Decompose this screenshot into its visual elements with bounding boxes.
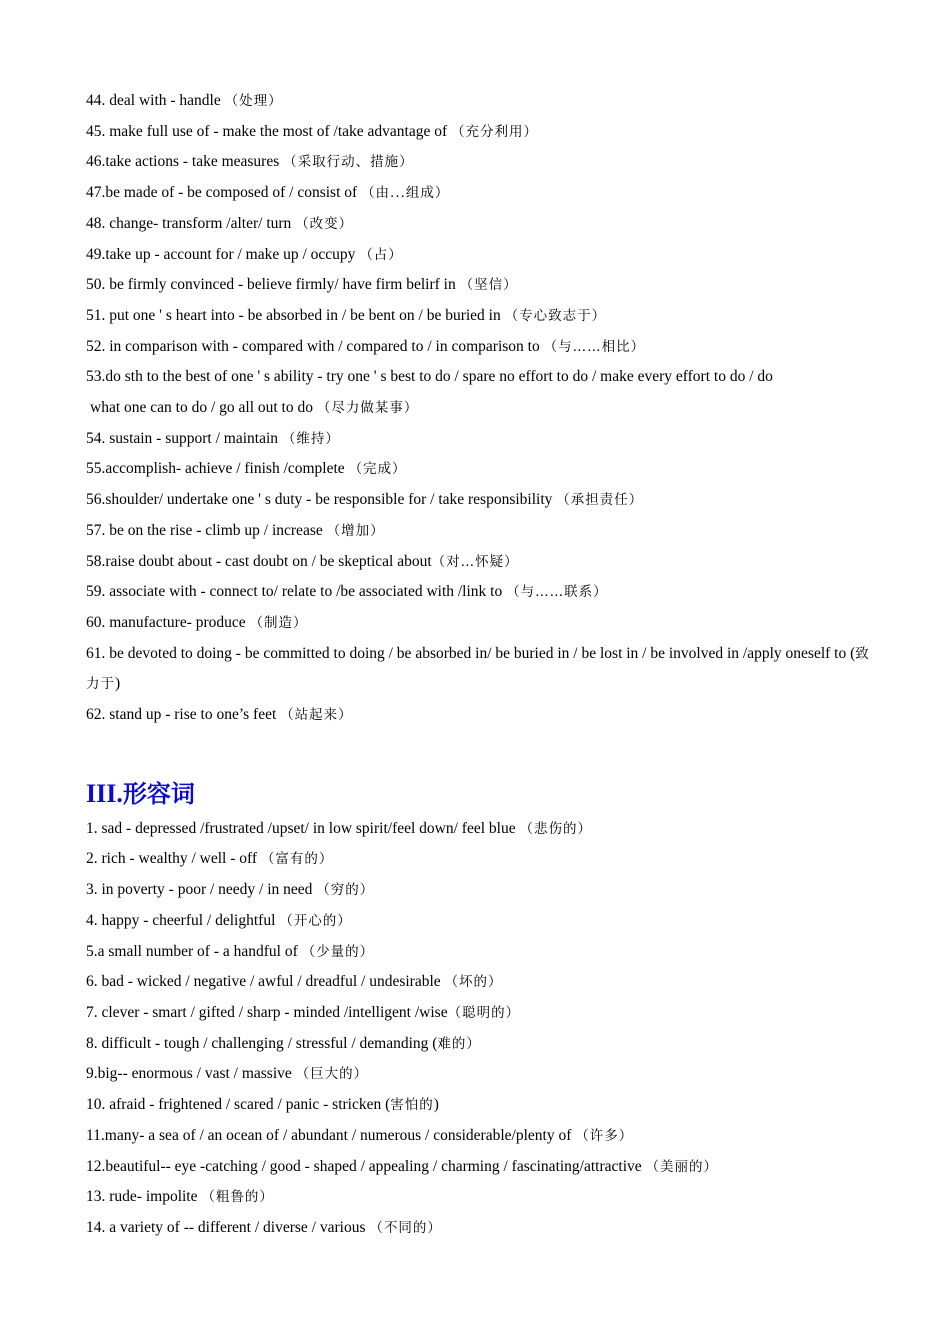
- entry-chinese: （美丽的）: [645, 1158, 719, 1175]
- vocab-entry: [86, 117, 876, 148]
- entry-english: 52. in comparison with - compared with / compared to / in comparison to: [86, 337, 544, 355]
- entry-english: 10. afraid - frightened / scared / panic - stricken (: [86, 1096, 391, 1114]
- entry-chinese: （穷的）: [316, 882, 375, 899]
- vocab-entry: [86, 178, 876, 209]
- entry-chinese: （聪明的）: [447, 1004, 521, 1021]
- entry-chinese: （对…怀疑）: [431, 553, 519, 570]
- entry-english: 49.take up - account for / make up / occupy: [86, 245, 360, 263]
- vocab-entry: [86, 86, 876, 117]
- entry-chinese: 难的）: [437, 1035, 481, 1052]
- section-heading-numeral: III.: [86, 778, 123, 808]
- vocab-entry: [86, 454, 876, 485]
- vocab-entry: [86, 485, 876, 516]
- entry-chinese: （开心的）: [279, 912, 352, 929]
- entry-english: 4. happy - cheerful / delightful: [86, 911, 280, 929]
- entry-english: 61. be devoted to doing - be committed to doing / be absorbed in/ be buried in / be lost in / be involved in /apply oneself to (: [86, 644, 856, 662]
- entry-english: 11.many- a sea of / an ocean of / abundant / numerous / considerable/plenty of: [86, 1126, 576, 1144]
- entry-chinese: （坚信）: [459, 277, 518, 294]
- verb-phrase-list: [86, 86, 876, 731]
- entry-chinese: （巨大的）: [295, 1066, 369, 1083]
- vocab-entry: [86, 577, 876, 608]
- vocab-entry: [86, 362, 876, 393]
- entry-english: 9.big-- enormous / vast / massive: [86, 1065, 296, 1083]
- entry-english: 57. be on the rise - climb up / increase: [86, 521, 327, 539]
- entry-chinese: （与……联系）: [506, 584, 608, 601]
- entry-english: 14. a variety of -- different / diverse / various: [86, 1218, 370, 1236]
- entry-chinese: （站起来）: [280, 707, 353, 724]
- entry-chinese: （改变）: [295, 215, 354, 232]
- section-heading: [86, 776, 876, 812]
- vocab-entry: [86, 332, 876, 363]
- entry-tail: ): [433, 1096, 439, 1114]
- entry-chinese: （许多）: [575, 1127, 634, 1144]
- entry-chinese: （坏的）: [444, 974, 503, 991]
- entry-english: what one can to do / go all out to do: [90, 399, 317, 417]
- vocab-entry: [86, 147, 876, 178]
- entry-chinese: （采取行动、措施）: [283, 154, 414, 171]
- entry-english: 7. clever - smart / gifted / sharp - minded /intelligent /wise: [86, 1003, 448, 1021]
- entry-english: 56.shoulder/ undertake one ' s duty - be responsible for / take responsibility: [86, 491, 557, 509]
- entry-english: 59. associate with - connect to/ relate to /be associated with /link to: [86, 583, 507, 601]
- vocab-entry: [86, 700, 876, 731]
- entry-chinese: （增加）: [326, 522, 385, 539]
- vocab-entry: [86, 998, 876, 1029]
- vocab-entry: [86, 1059, 876, 1090]
- entry-chinese: （充分利用）: [451, 123, 538, 140]
- entry-chinese: （少量的）: [301, 943, 375, 960]
- vocab-entry: [86, 1029, 876, 1060]
- entry-chinese: 致力于: [86, 645, 870, 693]
- vocab-entry: [86, 844, 876, 875]
- entry-chinese: （由...组成）: [361, 185, 450, 202]
- entry-chinese: （制造）: [249, 614, 308, 631]
- vocab-entry: [86, 209, 876, 240]
- entry-chinese: （维持）: [281, 430, 340, 447]
- entry-english: 50. be firmly convinced - believe firmly/ have firm belirf in: [86, 276, 460, 294]
- vocab-entry: [86, 1090, 876, 1121]
- vocab-entry: [86, 393, 876, 424]
- entry-tail: ): [115, 675, 121, 693]
- entry-chinese: （尽力做某事）: [316, 400, 419, 417]
- section-heading-title: 形容词: [122, 779, 195, 808]
- vocab-entry: [86, 301, 876, 332]
- entry-english: 55.accomplish- achieve / finish /complete: [86, 460, 349, 478]
- entry-chinese: （与……相比）: [543, 338, 646, 355]
- vocab-entry: [86, 937, 876, 968]
- entry-english: 47.be made of - be composed of / consist of: [86, 184, 362, 202]
- vocab-entry: [86, 516, 876, 547]
- vocab-entry: [86, 906, 876, 937]
- vocab-entry: [86, 639, 876, 700]
- entry-chinese: 害怕的: [390, 1097, 434, 1114]
- entry-english: 5.a small number of - a handful of: [86, 942, 302, 960]
- entry-english: 62. stand up - rise to one’s feet: [86, 706, 281, 724]
- entry-chinese: （处理）: [224, 93, 283, 109]
- vocab-entry: [86, 1182, 876, 1213]
- vocab-entry: [86, 814, 876, 845]
- entry-english: 2. rich - wealthy / well - off: [86, 850, 261, 868]
- vocab-entry: [86, 424, 876, 455]
- entry-chinese: （承担责任）: [556, 492, 644, 509]
- entry-chinese: （占）: [359, 246, 403, 263]
- entry-english: 46.take actions - take measures: [86, 153, 284, 171]
- entry-chinese: （不同的）: [369, 1219, 442, 1236]
- vocab-entry: [86, 1213, 876, 1244]
- entry-english: 8. difficult - tough / challenging / stressful / demanding (: [86, 1034, 438, 1052]
- entry-english: 3. in poverty - poor / needy / in need: [86, 881, 317, 899]
- entry-chinese: （专心致志于）: [504, 307, 607, 324]
- vocab-entry: [86, 608, 876, 639]
- entry-english: 12.beautiful-- eye -catching / good - shaped / appealing / charming / fascinating/attractive: [86, 1157, 646, 1175]
- entry-english: 45. make full use of - make the most of /take advantage of: [86, 122, 451, 140]
- entry-english: 60. manufacture- produce: [86, 613, 250, 631]
- adjective-phrase-list: [86, 814, 876, 1244]
- entry-chinese: （粗鲁的）: [201, 1189, 274, 1206]
- entry-chinese: （富有的）: [260, 851, 334, 868]
- vocab-entry: [86, 240, 876, 271]
- entry-english: 44. deal with - handle: [86, 92, 225, 109]
- vocab-entry: [86, 967, 876, 998]
- vocab-entry: [86, 1121, 876, 1152]
- vocab-entry: [86, 875, 876, 906]
- entry-english: 13. rude- impolite: [86, 1188, 202, 1206]
- entry-chinese: （完成）: [348, 461, 407, 478]
- entry-english: 53.do sth to the best of one ' s ability - try one ' s best to do / spare no effort to do / make every effort to do / do: [86, 368, 773, 386]
- vocab-entry: [86, 547, 876, 578]
- entry-english: 6. bad - wicked / negative / awful / dreadful / undesirable: [86, 973, 445, 991]
- entry-chinese: （悲伤的）: [519, 820, 592, 837]
- vocab-entry: [86, 1152, 876, 1183]
- entry-english: 54. sustain - support / maintain: [86, 429, 282, 447]
- document-page: [86, 86, 876, 1244]
- entry-english: 48. change- transform /alter/ turn: [86, 214, 296, 232]
- vocab-entry: [86, 270, 876, 301]
- entry-english: 51. put one ' s heart into - be absorbed in / be bent on / be buried in: [86, 306, 505, 324]
- entry-english: 1. sad - depressed /frustrated /upset/ in low spirit/feel down/ feel blue: [86, 819, 520, 837]
- entry-english: 58.raise doubt about - cast doubt on / be skeptical about: [86, 552, 432, 570]
